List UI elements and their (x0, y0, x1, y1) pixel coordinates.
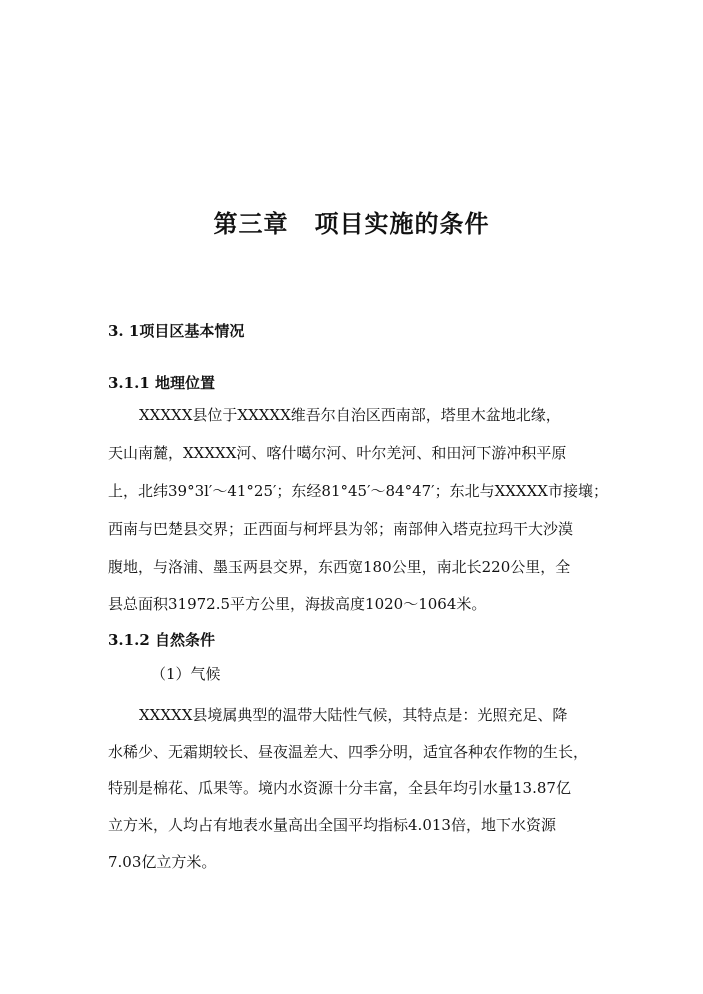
paragraph-line: 天山南麓，XXXXX河、喀什噶尔河、叶尔羌河、和田河下游冲积平原 (108, 444, 567, 462)
paragraph-line: 水稀少、无霜期较长、昼夜温差大、四季分明，适宜各种农作物的生长， (108, 743, 589, 761)
chapter-name: 项目实施的条件 (314, 209, 490, 238)
paragraph-line: 立方米，人均占有地表水量高出全国平均指标4.013倍，地下水资源 (108, 816, 556, 834)
paragraph-line: 7.03亿立方米。 (108, 853, 217, 871)
paragraph-line: XXXXX县境属典型的温带大陆性气候，其特点是：光照充足、降 (139, 706, 568, 724)
paragraph-line: 腹地，与洛浦、墨玉两县交界，东西宽180公里，南北长220公里，全 (108, 558, 571, 576)
subsection-heading-natural: 3.1.2 自然条件 (108, 631, 215, 649)
paragraph-line: 上，北纬39°3l′～41°25′；东经81°45′～84°47′；东北与XXXXX市接壤； (108, 482, 608, 500)
paragraph-line: 西南与巴楚县交界；正西面与柯坪县为邻；南部伸入塔克拉玛干大沙漠 (108, 520, 574, 538)
section-heading: 3. 1项目区基本情况 (108, 322, 245, 340)
paragraph-line: XXXXX县位于XXXXX维吾尔自治区西南部，塔里木盆地北缘， (139, 406, 561, 424)
paragraph-line: 县总面积31972.5平方公里，海拔高度1020～1064米。 (108, 595, 487, 613)
chapter-number: 第三章 (213, 209, 289, 238)
chapter-title (0, 204, 703, 239)
list-item-climate: （1）气候 (151, 665, 221, 683)
paragraph-line: 特别是棉花、瓜果等。境内水资源十分丰富，全县年均引水量13.87亿 (108, 779, 571, 797)
subsection-heading-location: 3.1.1 地理位置 (108, 374, 215, 392)
